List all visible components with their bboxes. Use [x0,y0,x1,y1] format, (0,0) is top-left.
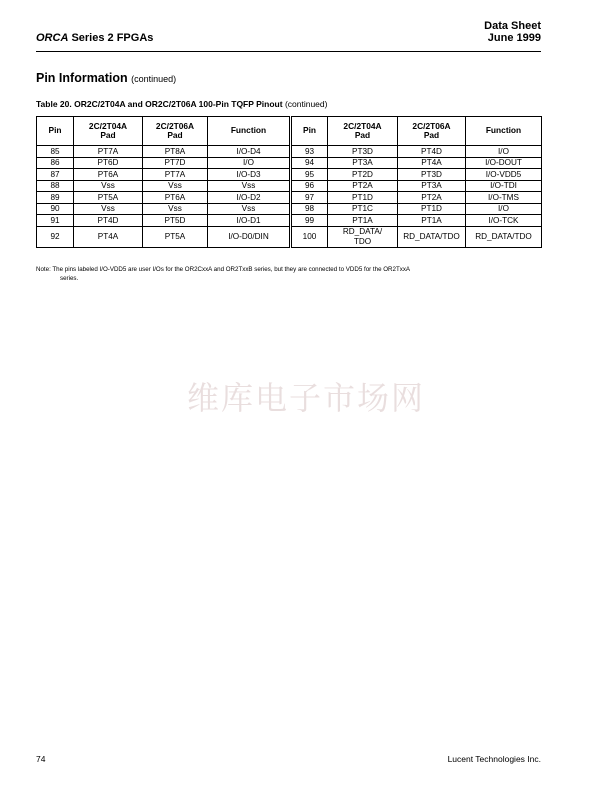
pad06-cell: PT6A [143,192,208,204]
pad06-cell: PT4D [398,146,466,158]
pin-cell: 87 [37,169,74,181]
note-line-1: Note: The pins labeled I/O-VDD5 are user I/Os for the OR2CxxA and OR2TxxB series, but they are connected to VDD5 for the OR2TxxA [36,266,411,273]
pin-cell: 89 [37,192,74,204]
function-cell: I/O-TDI [466,180,542,192]
pad06-cell: PT1D [398,203,466,215]
function-cell: I/O [466,146,542,158]
pin-cell: 96 [291,180,328,192]
header-rule [36,51,541,52]
table-row [37,203,542,215]
pin-cell: 88 [37,180,74,192]
table-row [37,226,542,247]
pad04-cell: PT4A [74,226,143,247]
pad06-cell: PT7D [143,157,208,169]
pin-cell: 92 [37,226,74,247]
table-caption [36,99,327,109]
pad06-cell: PT3D [398,169,466,181]
function-cell: I/O-TCK [466,215,542,227]
table-row [37,169,542,181]
function-cell: I/O-VDD5 [466,169,542,181]
section-continued: (continued) [131,74,177,84]
table-row [37,180,542,192]
pad04-cell: PT5A [74,192,143,204]
pad04-cell: PT7A [74,146,143,158]
function-cell: I/O-D4 [208,146,291,158]
pad04-cell: PT3A [328,157,398,169]
table-row [37,215,542,227]
pin-cell: 91 [37,215,74,227]
footer-company: Lucent Technologies Inc. [447,754,541,764]
pin-cell: 94 [291,157,328,169]
pad04-cell: RD_DATA/ TDO [328,226,398,247]
pad06-cell: PT7A [143,169,208,181]
pad04-cell: PT2A [328,180,398,192]
function-cell: Vss [208,203,291,215]
function-cell: I/O-D1 [208,215,291,227]
pin-cell: 86 [37,157,74,169]
pad04-cell: PT6D [74,157,143,169]
note-line-2: series. [60,275,79,282]
function-cell: I/O-D3 [208,169,291,181]
col-header-pad04: 2C/2T04A Pad [328,117,398,146]
table-caption-text: Table 20. OR2C/2T04A and OR2C/2T06A 100-Pin TQFP Pinout [36,99,283,109]
watermark: 维库电子市场网 [186,379,425,417]
pad04-cell: PT1C [328,203,398,215]
pad06-cell: PT5D [143,215,208,227]
function-cell: RD_DATA/TDO [466,226,542,247]
pad06-cell: PT2A [398,192,466,204]
col-header-pad04: 2C/2T04A Pad [74,117,143,146]
pin-cell: 99 [291,215,328,227]
col-header-function: Function [208,117,291,146]
table-caption-continued: (continued) [284,99,328,109]
pad04-cell: PT1A [328,215,398,227]
function-cell: I/O [466,203,542,215]
doc-type: Data Sheet [484,20,541,32]
pad04-cell: Vss [74,203,143,215]
pad06-cell: Vss [143,203,208,215]
col-header-pin: Pin [291,117,328,146]
function-cell: I/O-D0/DIN [208,226,291,247]
pin-cell: 93 [291,146,328,158]
pinout-table [36,116,542,248]
function-cell: I/O-TMS [466,192,542,204]
pad06-cell: PT4A [398,157,466,169]
page-number: 74 [36,754,46,764]
series-name: Series 2 FPGAs [68,32,154,44]
pad06-cell: PT8A [143,146,208,158]
col-header-function: Function [466,117,542,146]
running-header-title [36,32,153,44]
pad06-cell: PT1A [398,215,466,227]
pin-cell: 100 [291,226,328,247]
pad04-cell: PT2D [328,169,398,181]
table-header-row [37,117,542,146]
pin-cell: 85 [37,146,74,158]
col-header-pad06: 2C/2T06A Pad [398,117,466,146]
pad06-cell: Vss [143,180,208,192]
table-note [36,265,541,283]
running-header-right [484,20,541,44]
pad04-cell: Vss [74,180,143,192]
pad06-cell: PT3A [398,180,466,192]
doc-date: June 1999 [487,32,541,44]
section-title: Pin Information [36,71,128,85]
table-row [37,157,542,169]
pad04-cell: PT1D [328,192,398,204]
pad04-cell: PT4D [74,215,143,227]
section-heading [36,71,176,85]
pin-cell: 90 [37,203,74,215]
col-header-pad06: 2C/2T06A Pad [143,117,208,146]
table-row [37,146,542,158]
table-row [37,192,542,204]
pad04-cell: PT3D [328,146,398,158]
function-cell: I/O-D2 [208,192,291,204]
function-cell: I/O-DOUT [466,157,542,169]
pin-cell: 98 [291,203,328,215]
pin-cell: 97 [291,192,328,204]
function-cell: Vss [208,180,291,192]
pad04-cell: PT6A [74,169,143,181]
pin-cell: 95 [291,169,328,181]
col-header-pin: Pin [37,117,74,146]
orca-brand: ORCA [36,32,69,44]
pad06-cell: RD_DATA/TDO [398,226,466,247]
pad06-cell: PT5A [143,226,208,247]
function-cell: I/O [208,157,291,169]
